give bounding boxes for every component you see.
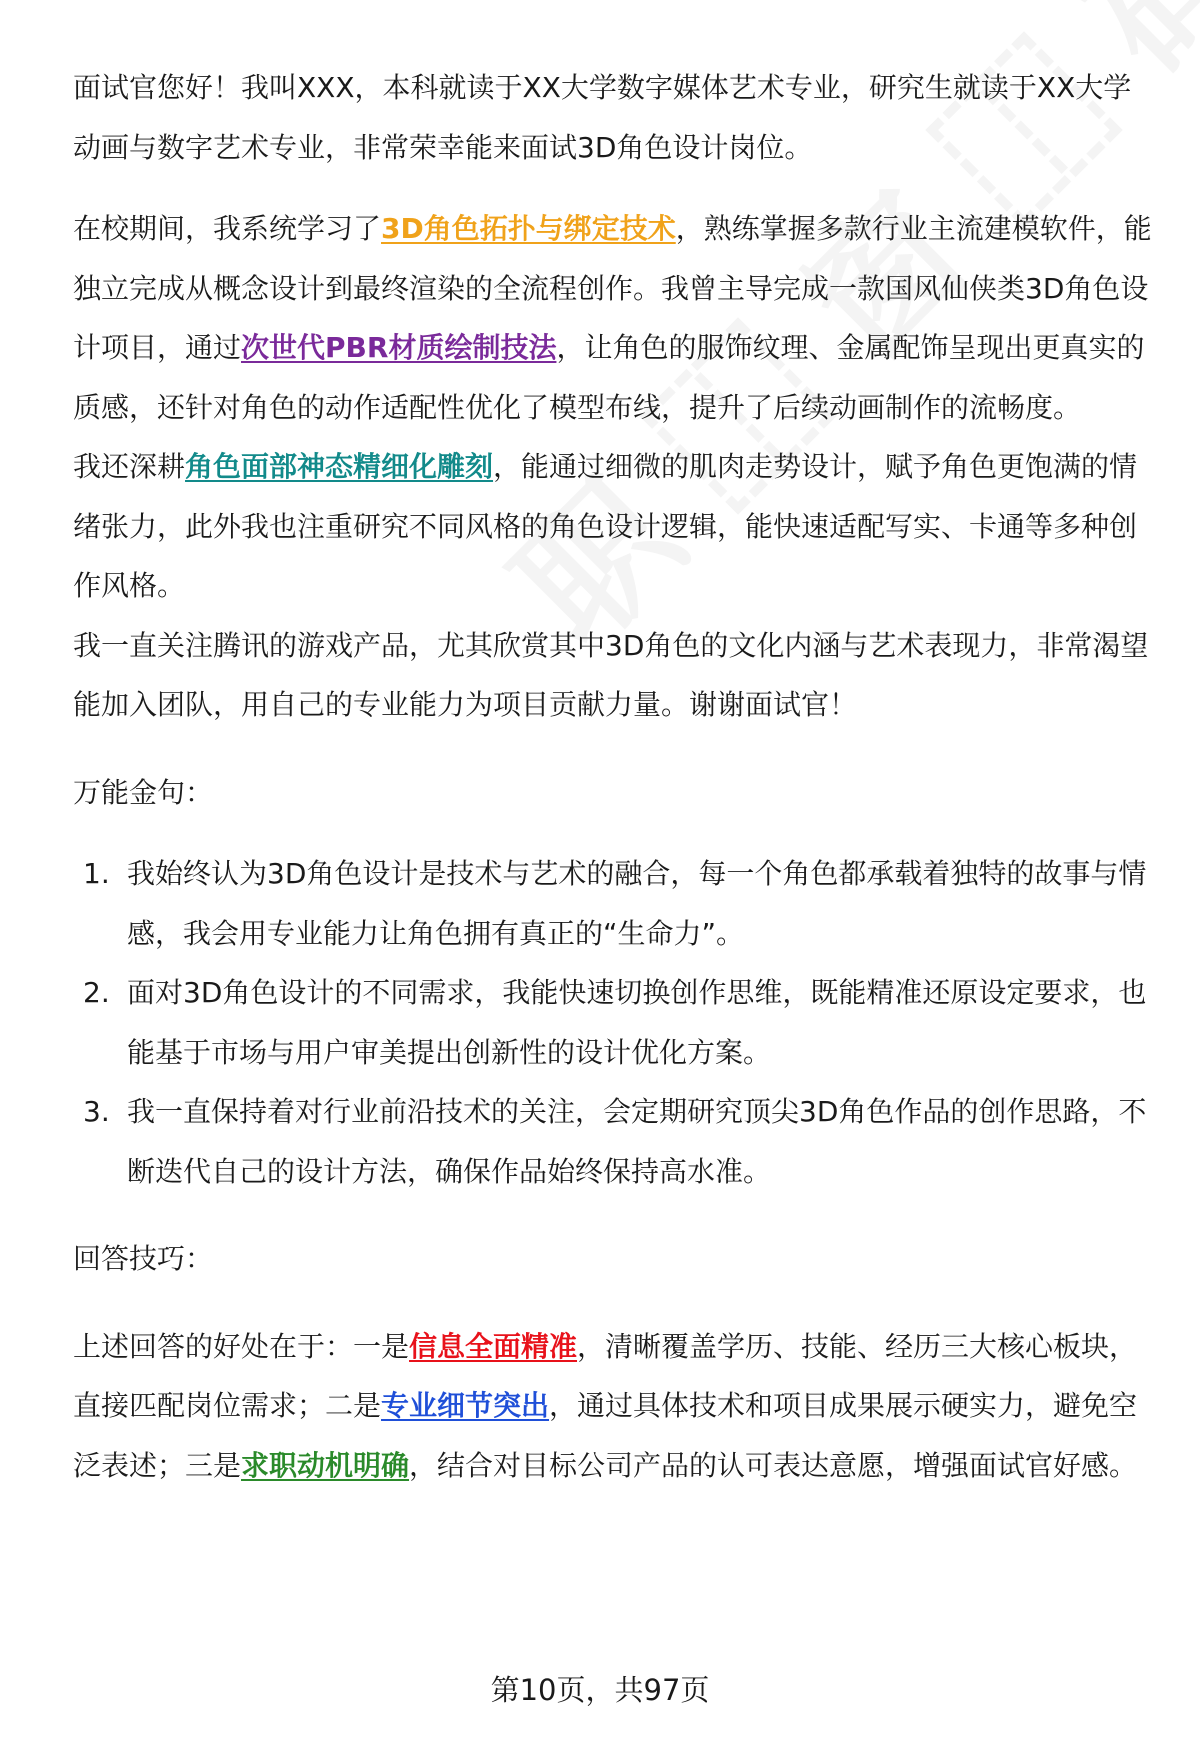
list-item-text: 面对3D角色设计的不同需求，我能快速切换创作思维，既能精准还原设定要求，也能基于市场与用户审美提出创新性的设计优化方案。 bbox=[127, 976, 1147, 1069]
tips-paragraph bbox=[73, 1317, 1158, 1496]
highlight-topology-rigging: 3D角色拓扑与绑定技术 bbox=[381, 212, 676, 245]
document-body bbox=[73, 58, 1158, 1495]
list-item-number: 3. bbox=[83, 1095, 110, 1128]
tips-text-post: ，结合对目标公司产品的认可表达意愿，增强面试官好感。 bbox=[409, 1448, 1138, 1482]
list-item bbox=[73, 963, 1158, 1082]
study-text-post: ，让角色的服饰纹理、金属配饰呈现出更真实的质感，还针对角色的动作适配性优化了模型布线，提升了后续动画制作的流畅度。 bbox=[73, 331, 1145, 424]
tips-text-mid2: ，通过具体技术和项目成果展示硬实力，避免空泛表述；三是 bbox=[73, 1389, 1138, 1482]
tips-text-pre: 上述回答的好处在于：一是 bbox=[73, 1329, 410, 1363]
sculpt-paragraph bbox=[73, 437, 1158, 616]
motivation-paragraph: 我一直关注腾讯的游戏产品，尤其欣赏其中3D角色的文化内涵与艺术表现力，非常渴望能加入团队，用自己的专业能力为项目贡献力量。谢谢面试官！ bbox=[73, 628, 1149, 721]
highlight-facial-sculpting: 角色面部神态精细化雕刻 bbox=[185, 450, 494, 483]
golden-list bbox=[73, 844, 1158, 1201]
list-item bbox=[73, 1082, 1158, 1201]
golden-heading: 万能金句： bbox=[73, 775, 214, 809]
highlight-clear-motivation: 求职动机明确 bbox=[241, 1448, 410, 1482]
list-item-text: 我始终认为3D角色设计是技术与艺术的融合，每一个角色都承载着独特的故事与情感，我会用专业能力让角色拥有真正的“生命力”。 bbox=[127, 857, 1147, 950]
page-footer: 第10页，共97页 bbox=[490, 1673, 710, 1707]
list-item bbox=[73, 844, 1158, 963]
highlight-info-accurate: 信息全面精准 bbox=[409, 1329, 578, 1363]
sculpt-text-pre: 我还深耕 bbox=[73, 450, 186, 483]
tips-text-mid1: ，清晰覆盖学历、技能、经历三大核心板块，直接匹配岗位需求；二是 bbox=[73, 1329, 1138, 1422]
highlight-professional-details: 专业细节突出 bbox=[381, 1389, 550, 1422]
highlight-pbr-material: 次世代PBR材质绘制技法 bbox=[241, 331, 557, 364]
list-item-text: 我一直保持着对行业前沿技术的关注，会定期研究顶尖3D角色作品的创作思路，不断迭代自己的设计方法，确保作品始终保持高水准。 bbox=[127, 1095, 1147, 1188]
list-item-number: 2. bbox=[83, 976, 110, 1009]
study-text-pre: 在校期间，我系统学习了 bbox=[73, 212, 382, 245]
study-paragraph bbox=[73, 199, 1158, 437]
sculpt-text-post: ，能通过细微的肌肉走势设计，赋予角色更饱满的情绪张力，此外我也注重研究不同风格的角色设计逻辑，能快速适配写实、卡通等多种创作风格。 bbox=[73, 450, 1138, 602]
list-item-number: 1. bbox=[83, 857, 110, 890]
tips-heading: 回答技巧： bbox=[73, 1242, 214, 1275]
study-text-mid: ，熟练掌握多款行业主流建模软件，能独立完成从概念设计到最终渲染的全流程创作。我曾主导完成一款国风仙侠类3D角色设计项目，通过 bbox=[73, 212, 1152, 364]
intro-paragraph: 面试官您好！我叫XXX，本科就读于XX大学数字媒体艺术专业，研究生就读于XX大学动画与数字艺术专业，非常荣幸能来面试3D角色设计岗位。 bbox=[73, 71, 1132, 164]
